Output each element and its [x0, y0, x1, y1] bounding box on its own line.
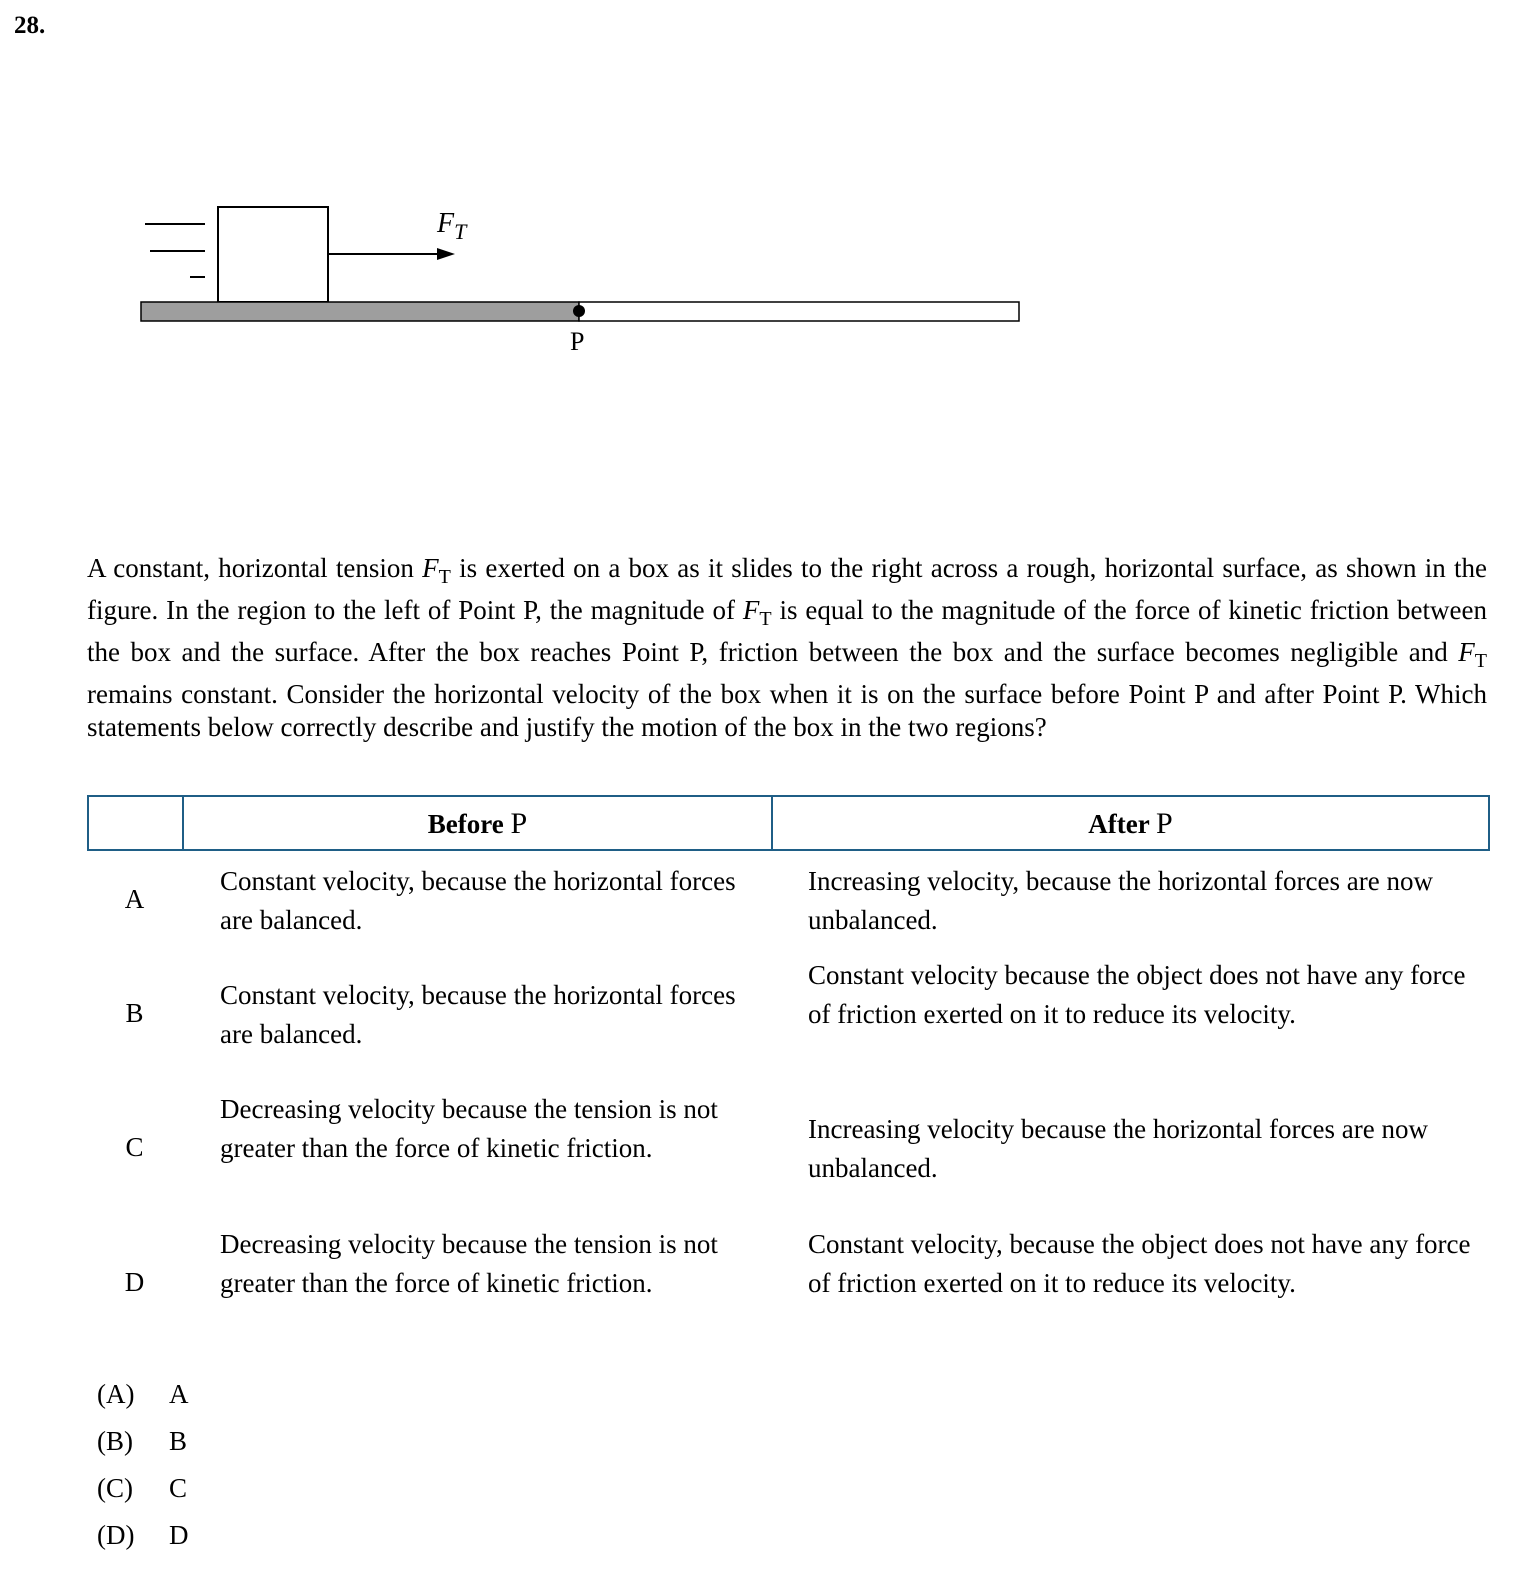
header-before: Before P [427, 807, 528, 840]
choice-d[interactable] [97, 1515, 189, 1562]
force-subscript: T [454, 219, 467, 244]
after-cell: Constant velocity, because the object does not have any force of friction exerted on it to reduce its velocity. [808, 1229, 1471, 1298]
choice-value: A [169, 1379, 189, 1409]
row-letter: B [125, 998, 144, 1028]
choice-label: (B) [97, 1426, 133, 1456]
question-number: 28. [14, 12, 46, 39]
choice-value: C [169, 1473, 188, 1503]
choice-label: (C) [97, 1473, 133, 1503]
choice-b[interactable] [97, 1421, 189, 1468]
choice-value: B [169, 1426, 188, 1456]
before-cell: Decreasing velocity because the tension is not greater than the force of kinetic friction. [220, 1094, 718, 1163]
box-surface-figure [0, 0, 1529, 420]
force-label: $F_T$ [437, 208, 467, 244]
table-header [87, 795, 1490, 851]
point-label: P [570, 327, 585, 356]
choice-a[interactable] [97, 1374, 189, 1421]
rough-surface [141, 302, 579, 321]
choice-label: (A) [97, 1379, 135, 1409]
after-cell: Constant velocity because the object does not have any force of friction exerted on it to reduce its velocity. [808, 960, 1466, 1029]
point-p-dot [573, 305, 585, 317]
before-cell: Decreasing velocity because the tension is not greater than the force of kinetic friction. [220, 1229, 718, 1298]
row-letter: A [124, 884, 145, 914]
header-after: After P [1088, 807, 1173, 840]
after-cell: Increasing velocity, because the horizontal forces are now unbalanced. [808, 866, 1433, 935]
before-cell: Constant velocity, because the horizontal forces are balanced. [220, 866, 736, 935]
choice-label: (D) [97, 1520, 135, 1550]
box [218, 207, 328, 302]
choice-c[interactable] [97, 1468, 189, 1515]
row-letter: D [124, 1267, 145, 1297]
row-letter: C [125, 1132, 144, 1162]
before-cell: Constant velocity, because the horizontal forces are balanced. [220, 980, 736, 1049]
tension-arrow-head [437, 248, 455, 260]
question-stem: A constant, horizontal tension $F_T$ is exerted on a box as it slides to the right across a rough, horizontal surface, as shown in the figure. In the region to the left of Point P, the magnitude of $F_T$ is equal to the magnitude of the force of kinetic friction between the box and the surface. After the box reaches Point P, friction between the box and the surface becomes negligible and $F_T$ remains constant. Consider the horizontal velocity of the box when it is on the surface before Point P and after Point P. Which statements below correctly describe and justify the motion of the box in the two regions? [87, 553, 1488, 742]
choice-value: D [169, 1520, 189, 1550]
smooth-surface [579, 302, 1019, 321]
after-cell: Increasing velocity because the horizontal forces are now unbalanced. [808, 1114, 1428, 1183]
answer-choices [97, 1374, 189, 1562]
